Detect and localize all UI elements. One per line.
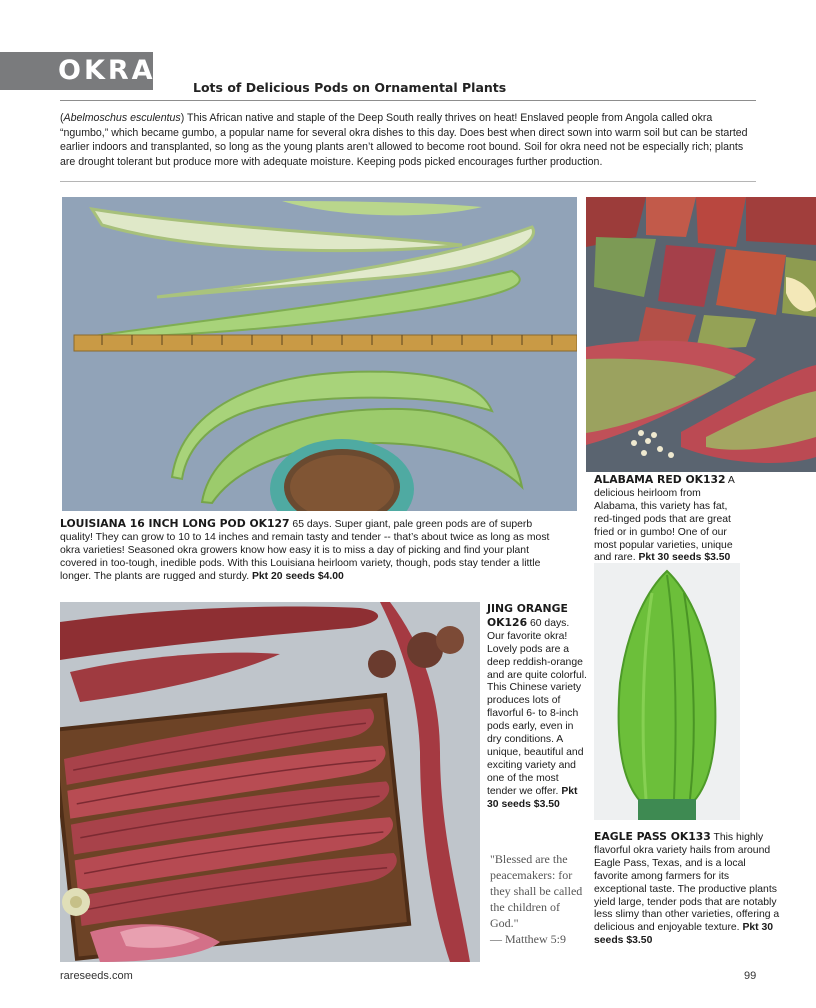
louisiana-price: Pkt 20 seeds $4.00: [251, 570, 344, 582]
louisiana-description: [60, 518, 566, 584]
louisiana-variety-name: LOUISIANA 16 INCH LONG POD OK127: [60, 517, 290, 530]
louisiana-text: 65 days. Super giant, pale green pods are of superb quality! They can grow to 10 to 14 inches and remain tasty and tender -- that’s about twice as long as most okra varieties! Seasoned okra growers know how easy it is to miss a day of picking and find your plant covered in too-tough, inedible pods. With this Louisiana heirloom variety, though, pods stay tender a little longer. The plants are rugged and sturdy.: [60, 519, 550, 582]
alabama-text: A delicious heirloom from Alabama, this variety has fat, red-tinged pods that are great fried or in gumbo! One of our most popular varieties, unique and rare.: [594, 475, 735, 564]
latin-name: Abelmoschus esculentus: [63, 112, 181, 124]
intro-open-paren: (: [60, 112, 64, 124]
eagle-pass-illustration: [594, 563, 740, 820]
alabama-price: Pkt 30 seeds $3.50: [638, 552, 731, 564]
top-divider: [60, 100, 756, 101]
bible-quote: [490, 851, 590, 947]
jing-orange-price: Pkt 30 seeds $3.50: [487, 785, 578, 810]
jing-orange-text: 60 days. Our favorite okra! Lovely pods are a deep reddish-orange and are quite colorful. This Chinese variety produces lots of flavorful 6- to 8-inch pods early, even in dry conditions. A unique, beautiful and exciting variety and one of the most tender we offer.: [487, 617, 587, 797]
jing-orange-description: [487, 603, 589, 812]
intro-paragraph: [60, 111, 756, 169]
louisiana-okra-illustration: [62, 197, 577, 511]
alabama-red-illustration: [586, 197, 816, 472]
eagle-pass-okra-photo: [594, 563, 740, 820]
page-number: 99: [744, 970, 757, 982]
alabama-red-okra-photo: [586, 197, 816, 472]
eagle-pass-text: This highly flavorful okra variety hails from around Eagle Pass, Texas, and is a local favorite among farmers for its exceptional taste. The productive plants yield large, tender pods that are notably less slimy than other varieties, offering a delicious and enjoyable texture.: [594, 832, 780, 934]
louisiana-okra-photo: [62, 197, 577, 511]
alabama-description: [594, 474, 746, 565]
eagle-pass-variety-name: EAGLE PASS OK133: [594, 830, 711, 843]
eagle-pass-description: [594, 831, 780, 948]
jing-orange-variety-name: JING ORANGE OK126: [487, 602, 568, 629]
quote-text: "Blessed are the peacemakers: for they shall be called the children of God.": [490, 852, 583, 930]
jing-orange-illustration: [60, 602, 480, 962]
section-title: OKRA: [58, 55, 156, 86]
eagle-pass-price: Pkt 30 seeds $3.50: [594, 922, 774, 947]
quote-attribution: — Matthew 5:9: [490, 932, 566, 946]
jing-orange-okra-photo: [60, 602, 480, 962]
section-title-block: [0, 52, 156, 90]
section-subtitle: Lots of Delicious Pods on Ornamental Plants: [193, 80, 507, 95]
intro-text: ) This African native and staple of the Deep South really thrives on heat! Enslaved people from Angola called okra “ngumbo,” which became gumbo, a popular name for several okra dishes to this day. Does best when direct sown into warm soil but can be started earlier indoors and transplanted, so long as the young plants aren’t allowed to become root bound. Soil for okra need not be especially rich; plants are drought tolerant but produce more with adequate moisture. Keeping pods picked encourages further production.: [60, 112, 748, 168]
alabama-variety-name: ALABAMA RED OK132: [594, 473, 726, 486]
intro-divider: [60, 181, 756, 182]
footer-site-link[interactable]: rareseeds.com: [60, 970, 133, 982]
